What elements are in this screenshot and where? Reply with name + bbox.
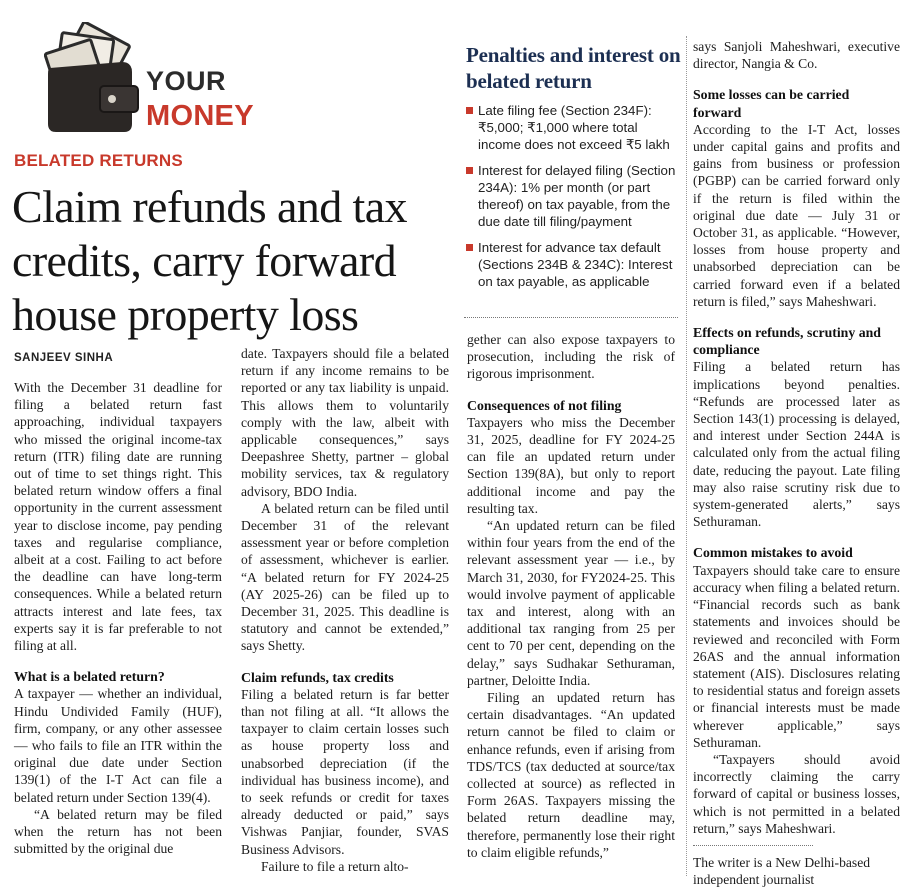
wallet-icon <box>44 22 140 134</box>
article-column-2 <box>241 345 449 875</box>
paragraph: gether can also expose taxpayers to prosecution, including the risk of rigorous imprisonment. <box>467 332 675 382</box>
box-list <box>460 102 682 290</box>
paragraph: says Sanjoli Maheshwari, executive director, Nangia & Co. <box>693 39 900 72</box>
paragraph: According to the I-T Act, losses under capital gains and profits and gains from business or profession (PGBP) can be carried forward only if the return is filed within the original due date — July 31 or October 31, as applicable. “However, losses from house property and unabsorbed depreciation can be carried forward even if a belated return is filed,” says Maheshwari. <box>693 121 900 309</box>
box-title: Penalties and interest on belated return <box>466 43 681 93</box>
box-divider <box>464 317 678 318</box>
masthead-your: YOUR <box>146 66 227 96</box>
article-column-3 <box>467 331 675 861</box>
subheading: What is a belated return? <box>14 669 165 685</box>
author-note: The writer is a New Delhi-based independent journalist <box>693 854 871 888</box>
article-column-4 <box>693 38 900 888</box>
section-kicker: BELATED RETURNS <box>14 151 183 170</box>
subheading: Consequences of not filing <box>467 397 622 413</box>
paragraph: “A belated return may be filed when the return has not been submitted by the original due <box>14 806 222 857</box>
paragraph: Filing a belated return is far better than not filing at all. “It allows the taxpayer to claim certain losses such as house property loss and unabsorbed depreciation (if the individual has business income), and to seek refunds or credit for taxes already deducted or paid,” says Vishwas Panjiar, founder, SVAS Business Advisors. <box>241 686 449 857</box>
paragraph: Filing an updated return has certain disadvantages. “An updated return cannot be filed to claim or enhance refunds, even if arising from TDS/TCS (tax deducted at source/tax collected at source) as reflected in Form 26AS. Taxpayers missing the belated return deadline may, therefore, permanently lose their right to claim eligible refunds,” <box>467 690 675 860</box>
bullet-square-icon <box>466 167 473 174</box>
subheading: Effects on refunds, scrutiny and compliance <box>693 325 881 358</box>
paragraph: Filing a belated return has implications beyond penalties. “Refunds are processed later as Section 143(1) processing is delayed, and interest under Section 244A is calculated only from the actual filing date, reducing the payout. Late filing may also raise scrutiny risk due to system-generated alerts,” says Sethuraman. <box>693 359 900 530</box>
footer-divider <box>693 845 813 846</box>
paragraph: Failure to file a return alto- <box>261 858 409 874</box>
column-divider <box>686 36 687 876</box>
paragraph: A taxpayer — whether an individual, Hindu Undivided Family (HUF), firm, company, or any other assessee — who fails to file an ITR within the original due date under Section 139(1) of the I-T Act can file a belated return under Section 139(4). <box>14 686 222 805</box>
penalties-box <box>460 36 682 304</box>
bullet-square-icon <box>466 244 473 251</box>
paragraph: Taxpayers should take care to ensure accuracy when filing a belated return. “Financial records such as bank statements and invoices should be reviewed and reconciled with Form 26AS and the annual information statement (AIS). Disclosures relating to residential status and foreign assets or financial interests must be made wherever applicable,” says Sethuraman. <box>693 562 900 750</box>
box-item: Interest for advance tax default (Sections 234B & 234C): Interest on tax payable, as applicable <box>466 239 682 290</box>
box-item: Interest for delayed filing (Section 234A): 1% per month (or part thereof) on tax payable, from the due date till filing/payment <box>466 162 682 230</box>
paragraph: Taxpayers who miss the December 31, 2025, deadline for FY 2024-25 can file an updated return under Section 139(8A), but only to report additional income and pay the resulting tax. <box>467 414 675 516</box>
box-item: Late filing fee (Section 234F): ₹5,000; ₹1,000 where total income does not exceed ₹5 lakh <box>466 102 682 153</box>
masthead-money: MONEY <box>146 100 254 132</box>
paragraph: A belated return can be filed until December 31 of the relevant assessment year or before completion of assessment, whichever is earlier. “A belated return for FY 2024-25 (AY 2025-26) can be filed up to December 31, 2025. This deadline is statutory and cannot be extended,” says Shetty. <box>241 500 449 654</box>
headline: Claim refunds and tax credits, carry forward house property loss <box>12 181 407 340</box>
subheading: Some losses can be carried forward <box>693 87 850 120</box>
paragraph: “An updated return can be filed within four years from the end of the relevant assessment year — i.e., by March 31, 2030, for FY2024-25. This would involve payment of applicable tax and interest, along with an additional tax ranging from 25 per cent to 70 per cent, depending on the delay,” says Sudhakar Sethuraman, partner, Deloitte India. <box>467 518 675 688</box>
paragraph: “Taxpayers should avoid incorrectly claiming the carry forward of capital or business losses, which is not permitted in a belated return,” says Maheshwari. <box>693 751 900 836</box>
bullet-square-icon <box>466 107 473 114</box>
paragraph: date. Taxpayers should file a belated return if any income remains to be reported or any tax liability is unpaid. This allows them to voluntarily comply with the law, albeit with applicable consequences,” says Deepashree Shetty, partner – global mobility services, tax & regulatory advisory, BDO India. <box>241 346 449 499</box>
paragraph: With the December 31 deadline for filing a belated return fast approaching, individual taxpayers who missed the original income-tax return (ITR) filing date are running out of time to set things right. This belated return window offers a final opportunity in the current assessment year to disclose income, pay pending taxes and regularise compliance, albeit at a cost. Failing to act before the deadline can have long-term consequences. While a belated return attracts interest and late fees, tax experts say it is far preferable to not filing at all. <box>14 380 222 654</box>
article-column-1 <box>14 379 222 857</box>
subheading: Claim refunds, tax credits <box>241 669 394 685</box>
subheading: Common mistakes to avoid <box>693 545 853 561</box>
byline: SANJEEV SINHA <box>14 352 114 364</box>
